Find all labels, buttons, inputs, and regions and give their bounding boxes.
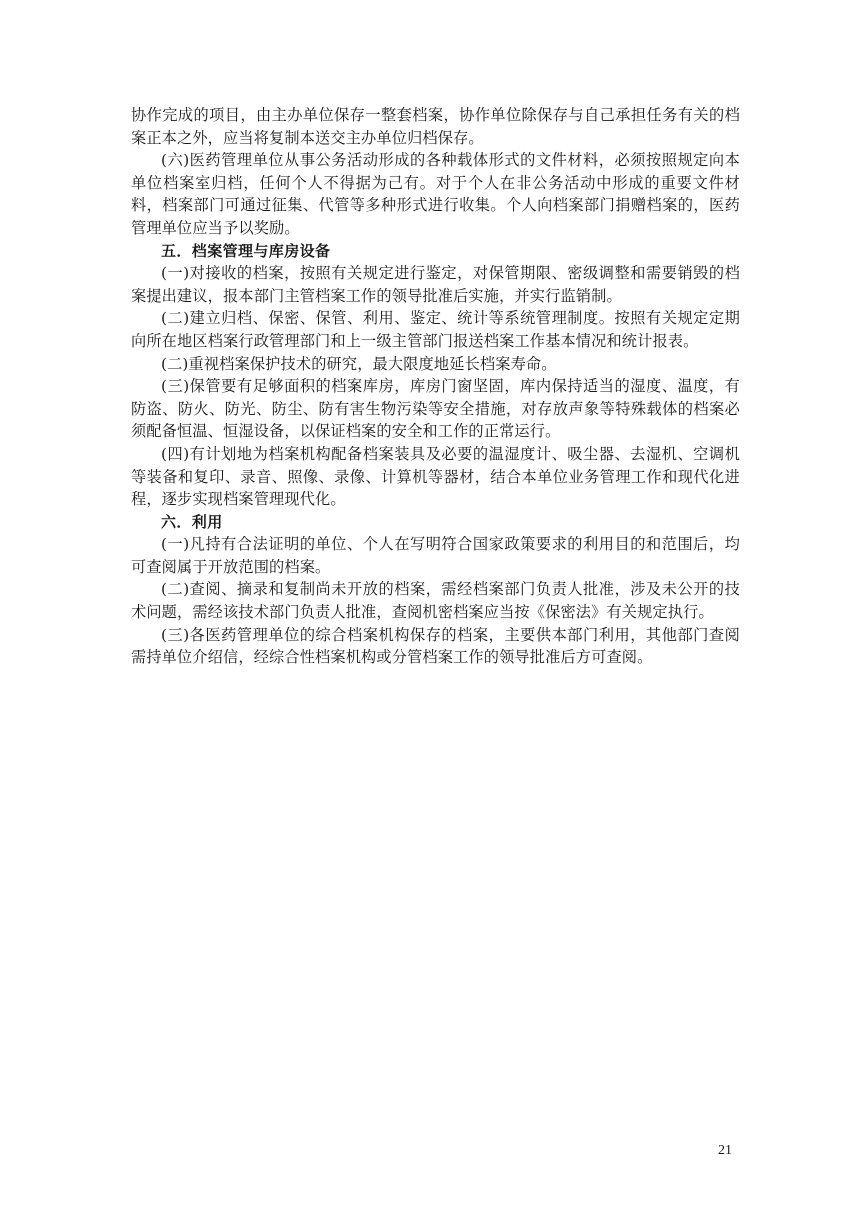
paragraph-item-6-archiving: (六)医药管理单位从事公务活动形成的各种载体形式的文件材料，必须按照规定向本单位档案室归档，任何个人不得据为己有。对于个人在非公务活动中形成的重要文件材料，档案部门可通过征集、代管等多种形式进行收集。个人向档案部门捐赠档案的，医药管理单位应当予以奖励。 — [131, 151, 740, 237]
paragraph-item-2-restricted: (二)查阅、摘录和复制尚未开放的档案，需经档案部门负责人批准，涉及未公开的技术问题，需经该技术部门负责人批准，查阅机密档案应当按《保密法》有关规定执行。 — [131, 580, 740, 622]
paragraph-item-4-equipment: (四)有计划地为档案机构配备档案装具及必要的温湿度计、吸尘器、去湿机、空调机等装备和复印、录音、照像、录像、计算机等器材，结合本单位业务管理工作和现代化进程，逐步实现档案管理现代化。 — [131, 444, 740, 509]
section-heading-6: 六．利用 — [161, 512, 223, 531]
paragraph-item-1-appraisal: (一)对接收的档案，按照有关规定进行鉴定，对保管期限、密级调整和需要销毁的档案提出建议，报本部门主管档案工作的领导批准后实施，并实行监销制。 — [131, 264, 740, 305]
page-number: 21 — [718, 1143, 732, 1158]
paragraph-item-2-protection: (二)重视档案保护技术的研究，最大限度地延长档案寿命。 — [161, 354, 557, 373]
paragraph-item-3-usage: (三)各医药管理单位的综合档案机构保存的档案，主要供本部门利用，其他部门查阅需持单位介绍信，经综合性档案机构或分管档案工作的领导批准后方可查阅。 — [131, 625, 740, 667]
paragraph-item-1-access: (一)凡持有合法证明的单位、个人在写明符合国家政策要求的利用目的和范围后，均可查阅属于开放范围的档案。 — [131, 535, 740, 576]
paragraph-item-3-storage: (三)保管要有足够面积的档案库房，库房门窗坚固，库内保持适当的湿度、温度，有防盗、防火、防光、防尘、防有害生物污染等安全措施，对存放声象等特殊载体的档案必须配备恒温、恒湿设备，以保证档案的安全和工作的正常运行。 — [131, 377, 740, 441]
document-body — [131, 104, 740, 669]
section-heading-5: 五．档案管理与库房设备 — [161, 241, 331, 260]
paragraph-item-2-systems: (二)建立归档、保密、保管、利用、鉴定、统计等系统管理制度。按照有关规定定期向所在地区档案行政管理部门和上一级主管部门报送档案工作基本情况和统计报表。 — [131, 309, 740, 350]
paragraph-continuation: 协作完成的项目，由主办单位保存一整套档案，协作单位除保存与自己承担任务有关的档案正本之外，应当将复制本送交主办单位归档保存。 — [131, 106, 740, 147]
